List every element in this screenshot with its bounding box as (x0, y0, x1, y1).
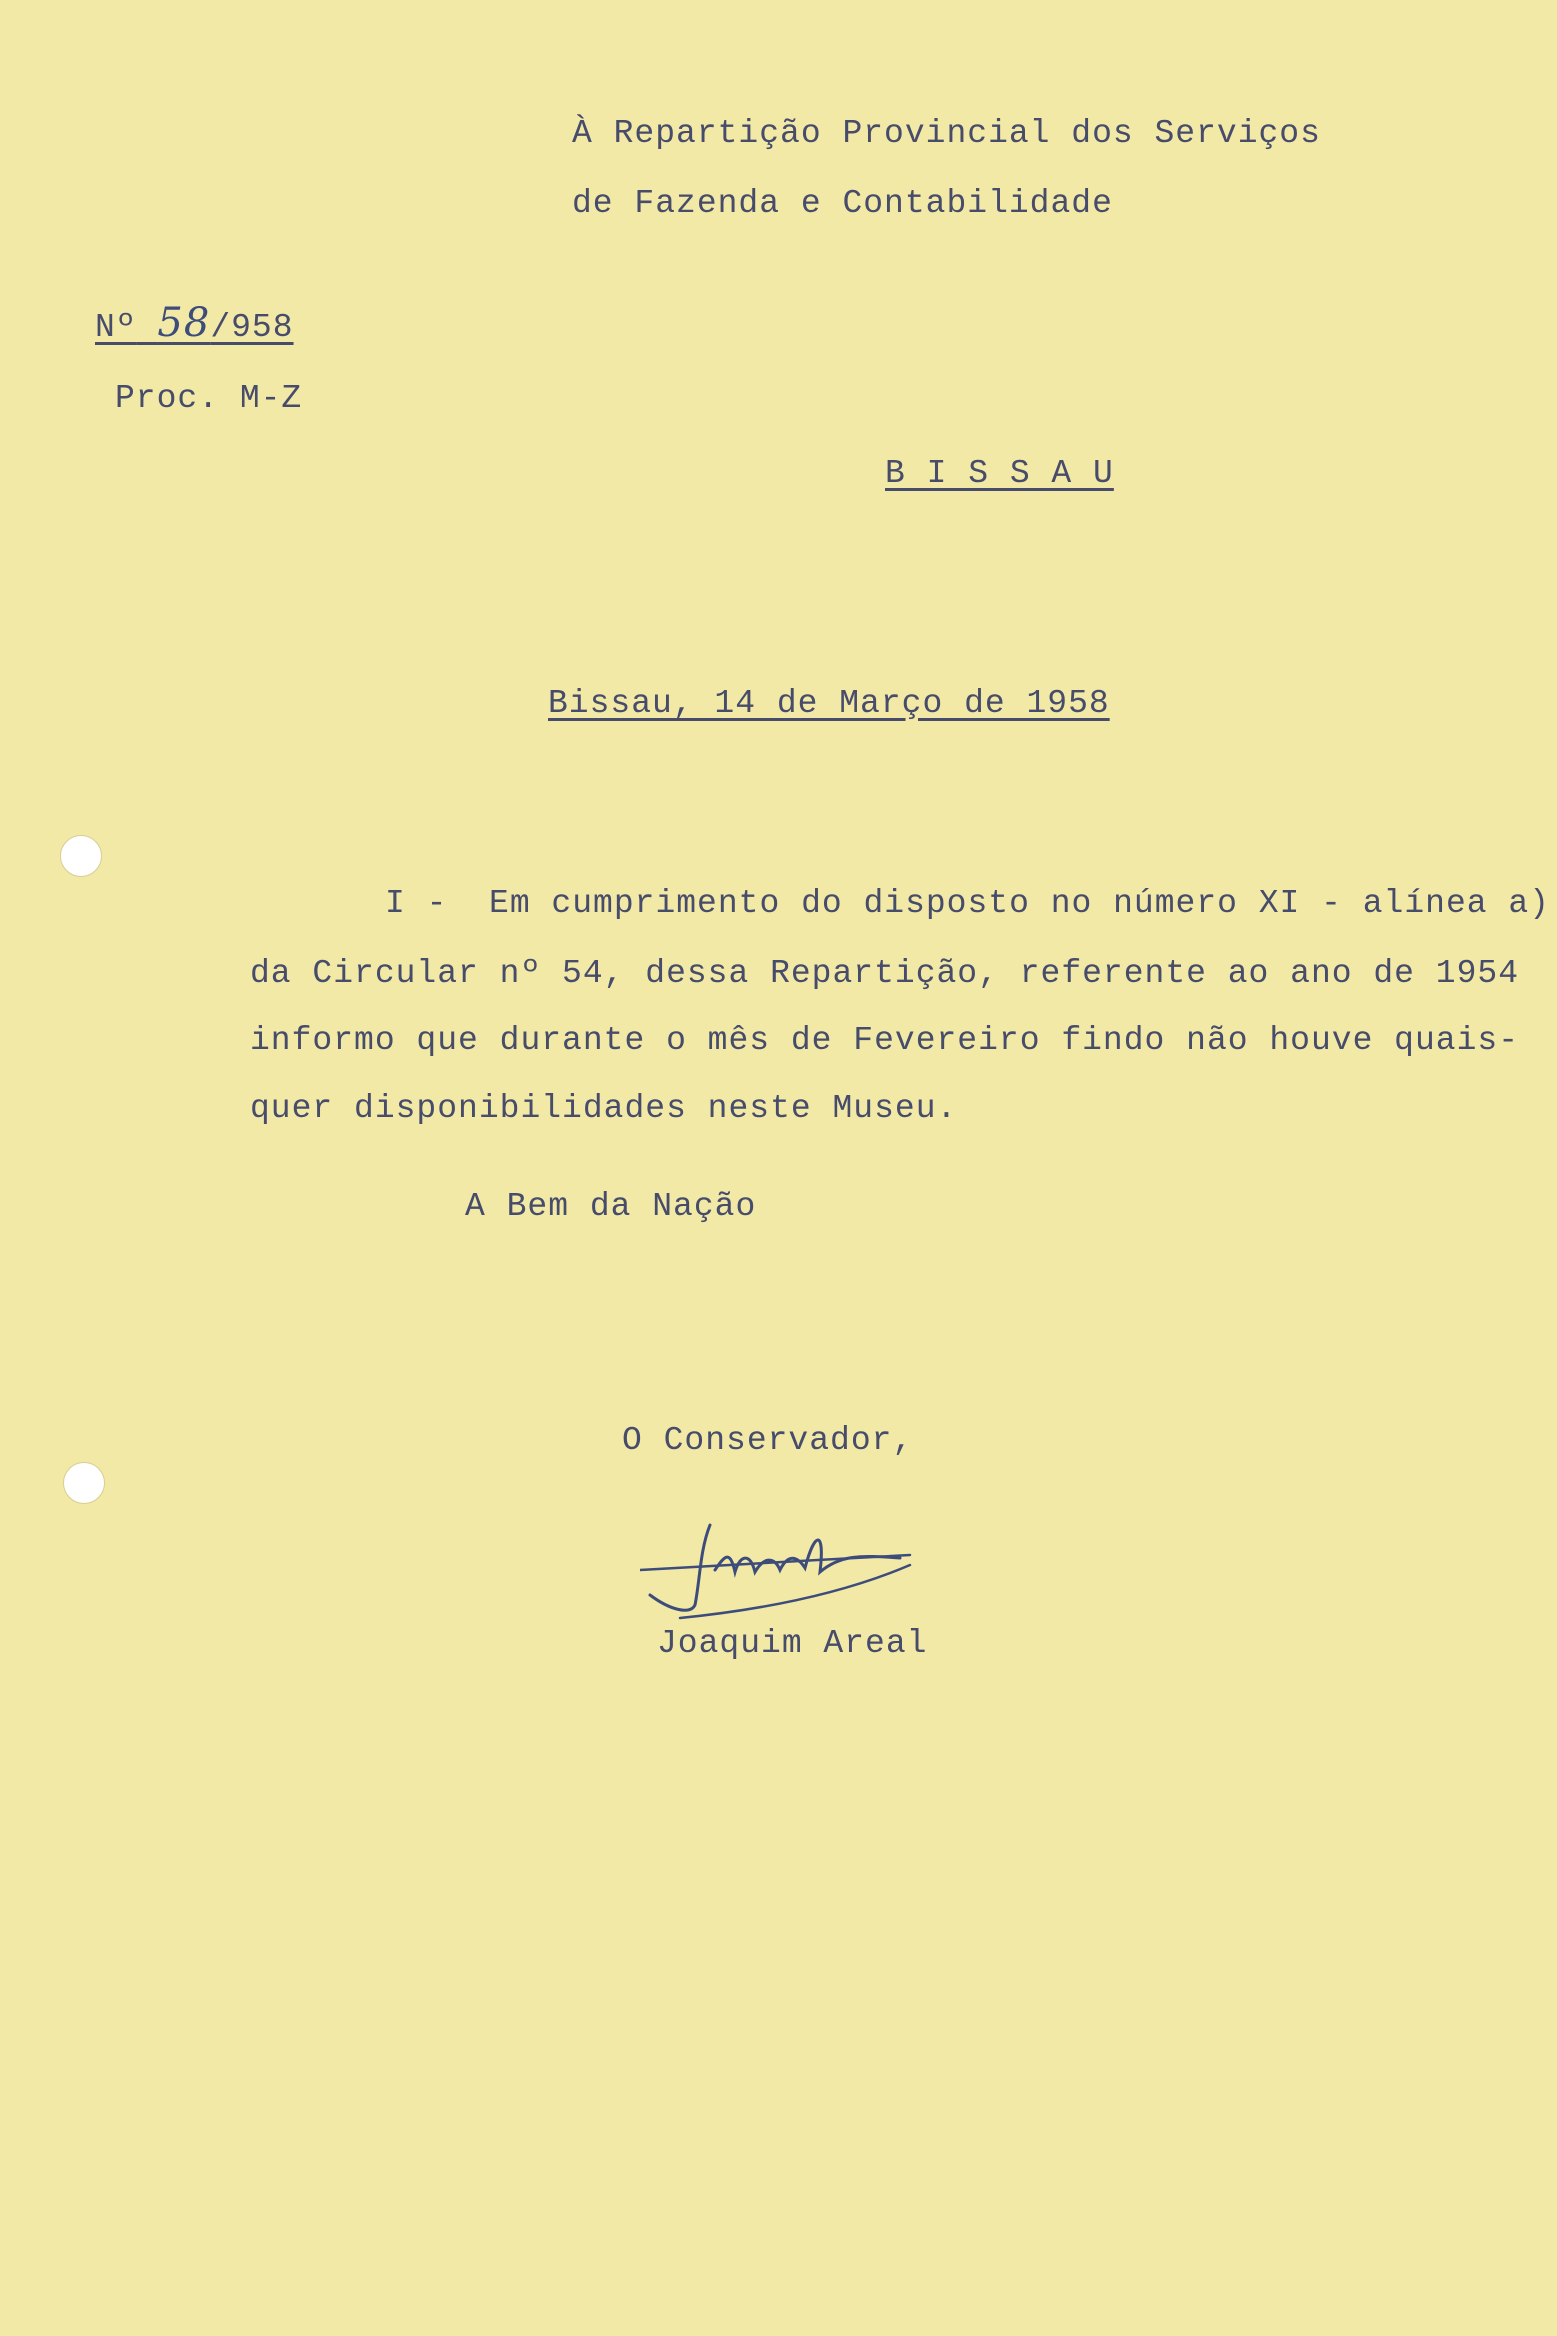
body-line-1: I - Em cumprimento do disposto no número XI - alínea a) (385, 885, 1550, 922)
signatory-name: Joaquim Areal (657, 1625, 928, 1662)
process-reference: Proc. M-Z (115, 380, 303, 417)
reference-number-handwritten: 58 (157, 300, 211, 346)
handwritten-signature (640, 1510, 930, 1630)
punch-hole-bottom (63, 1462, 105, 1504)
recipient-line-1: À Repartição Provincial dos Serviços (572, 115, 1321, 152)
recipient-line-2: de Fazenda e Contabilidade (572, 185, 1113, 222)
reference-number (95, 300, 294, 346)
punch-hole-top (60, 835, 102, 877)
closing-salutation: A Bem da Nação (465, 1188, 757, 1225)
body-line-2: da Circular nº 54, dessa Repartição, referente ao ano de 1954 (250, 955, 1519, 992)
date-line: Bissau, 14 de Março de 1958 (548, 685, 1110, 722)
destination-city: B I S S A U (885, 455, 1114, 492)
reference-number-prefix: Nº (95, 309, 137, 346)
reference-number-suffix: /958 (210, 309, 294, 346)
signatory-title: O Conservador, (622, 1422, 914, 1459)
body-line-4: quer disponibilidades neste Museu. (250, 1090, 958, 1127)
body-line-3: informo que durante o mês de Fevereiro findo não houve quais- (250, 1022, 1519, 1059)
